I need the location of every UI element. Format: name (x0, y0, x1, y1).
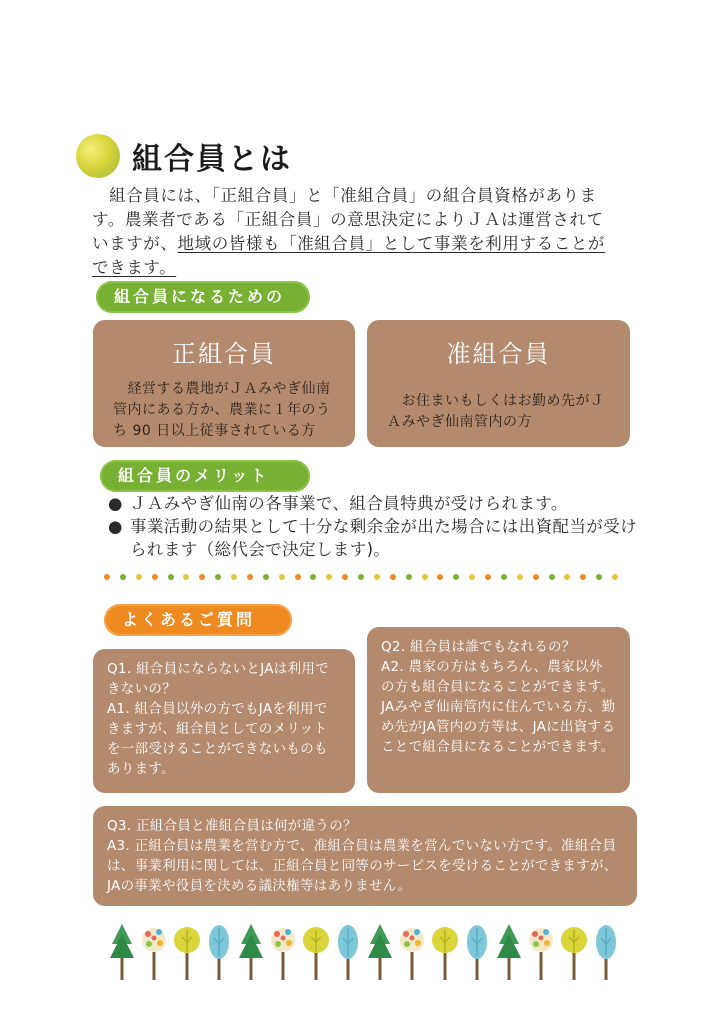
bullet-icon: ● (108, 494, 123, 513)
divider-dot (485, 574, 491, 580)
divider-dot (152, 574, 158, 580)
pine-tree-icon (108, 922, 136, 980)
dotted-divider (104, 574, 618, 584)
divider-dot (564, 574, 570, 580)
faq-card-1 (93, 649, 355, 793)
divider-dot (549, 574, 555, 580)
section-label-merit: 組合員のメリット (100, 460, 310, 492)
divider-dot (469, 574, 475, 580)
divider-dot (183, 574, 189, 580)
oval-tree-icon (592, 922, 620, 980)
faq-answer: A2. 農家の方はもちろん、農家以外の方も組合員になることができます。JAみやぎ仙南管内に住んでいる方、勤め先がJA管内の方等は、JAに出資することで組合員になることができます。 (381, 659, 616, 755)
divider-dot (422, 574, 428, 580)
faq-answer: A3. 正組合員は農業を営む方で、准組合員は農業を営んでいない方です。准組合員は、事業利用に関しては、正組合員と同等のサービスを受けることができますが、JAの事業や役員を決める議決権等はありません。 (107, 838, 618, 894)
tree-decoration-row (108, 920, 620, 980)
intro-line (92, 256, 640, 280)
divider-dot (326, 574, 332, 580)
divider-dot (612, 574, 618, 580)
flower-tree-icon (398, 922, 426, 980)
divider-dot (374, 574, 380, 580)
divider-dot (168, 574, 174, 580)
faq-card-3 (93, 806, 637, 906)
pine-tree-icon (366, 922, 394, 980)
round-tree-icon (431, 922, 459, 980)
divider-dot (310, 574, 316, 580)
associate-member-box (367, 320, 630, 447)
merit-list (108, 492, 648, 561)
faq-answer: A1. 組合員以外の方でもJAを利用できますが、組合員としてのメリットを一部受けることができないものもあります。 (107, 701, 328, 777)
regular-member-description: 経営する農地がＪＡみやぎ仙南管内にある方か、農業に１年のうち 90 日以上従事されている方 (113, 381, 331, 439)
round-tree-icon (173, 922, 201, 980)
merit-text: ＪＡみやぎ仙南の各事業で、組合員特典が受けられます。 (130, 494, 568, 513)
flower-tree-icon (140, 922, 168, 980)
divider-dot (120, 574, 126, 580)
intro-line (92, 232, 640, 256)
faq-card-2 (367, 627, 630, 793)
intro-paragraph (92, 184, 640, 280)
merit-text: 事業活動の結果として十分な剰余金が出た場合には出資配当が受けられます（総代会で決定します)。 (130, 517, 637, 559)
flower-tree-icon (269, 922, 297, 980)
divider-dot (295, 574, 301, 580)
merit-item (108, 515, 648, 561)
divider-dot (453, 574, 459, 580)
intro-underlined-text: できます。 (92, 258, 177, 277)
divider-dot (390, 574, 396, 580)
page-title: 組合員とは (132, 142, 292, 177)
divider-dot (406, 574, 412, 580)
regular-member-box (93, 320, 355, 447)
regular-member-heading: 正組合員 (172, 340, 276, 368)
divider-dot (580, 574, 586, 580)
section-label-faq: よくあるご質問 (104, 604, 292, 636)
flower-tree-icon (527, 922, 555, 980)
intro-underlined-text: 地域の皆様も「准組合員」として事業を利用することが (177, 234, 605, 253)
section-label-qualification: 組合員になるための (96, 281, 310, 313)
divider-dot (358, 574, 364, 580)
divider-dot (533, 574, 539, 580)
oval-tree-icon (334, 922, 362, 980)
leaf-circle-icon (76, 134, 120, 178)
divider-dot (247, 574, 253, 580)
faq-question: Q1. 組合員にならないとJAは利用できないの？ (107, 661, 329, 697)
divider-dot (279, 574, 285, 580)
divider-dot (215, 574, 221, 580)
divider-dot (104, 574, 110, 580)
associate-member-description: お住まいもしくはお勤め先がＪＡみやぎ仙南管内の方 (387, 393, 605, 430)
divider-dot (517, 574, 523, 580)
divider-dot (501, 574, 507, 580)
intro-text: いますが、 (92, 234, 178, 253)
associate-member-heading: 准組合員 (446, 340, 551, 368)
divider-dot (263, 574, 269, 580)
divider-dot (437, 574, 443, 580)
pine-tree-icon (495, 922, 523, 980)
divider-dot (199, 574, 205, 580)
pine-tree-icon (237, 922, 265, 980)
divider-dot (342, 574, 348, 580)
oval-tree-icon (463, 922, 491, 980)
divider-dot (596, 574, 602, 580)
round-tree-icon (560, 922, 588, 980)
faq-question: Q3. 正組合員と准組合員は何が違うの？ (107, 818, 357, 834)
merit-item (108, 492, 648, 515)
intro-line: す。農業者である「正組合員」の意思決定によりＪＡは運営されて (92, 210, 604, 229)
divider-dot (136, 574, 142, 580)
round-tree-icon (302, 922, 330, 980)
faq-question: Q2. 組合員は誰でもなれるの？ (381, 639, 576, 655)
intro-line: 組合員には、「正組合員」と「准組合員」の組合員資格がありま (92, 186, 597, 205)
bullet-icon: ● (108, 517, 123, 536)
divider-dot (231, 574, 237, 580)
oval-tree-icon (205, 922, 233, 980)
